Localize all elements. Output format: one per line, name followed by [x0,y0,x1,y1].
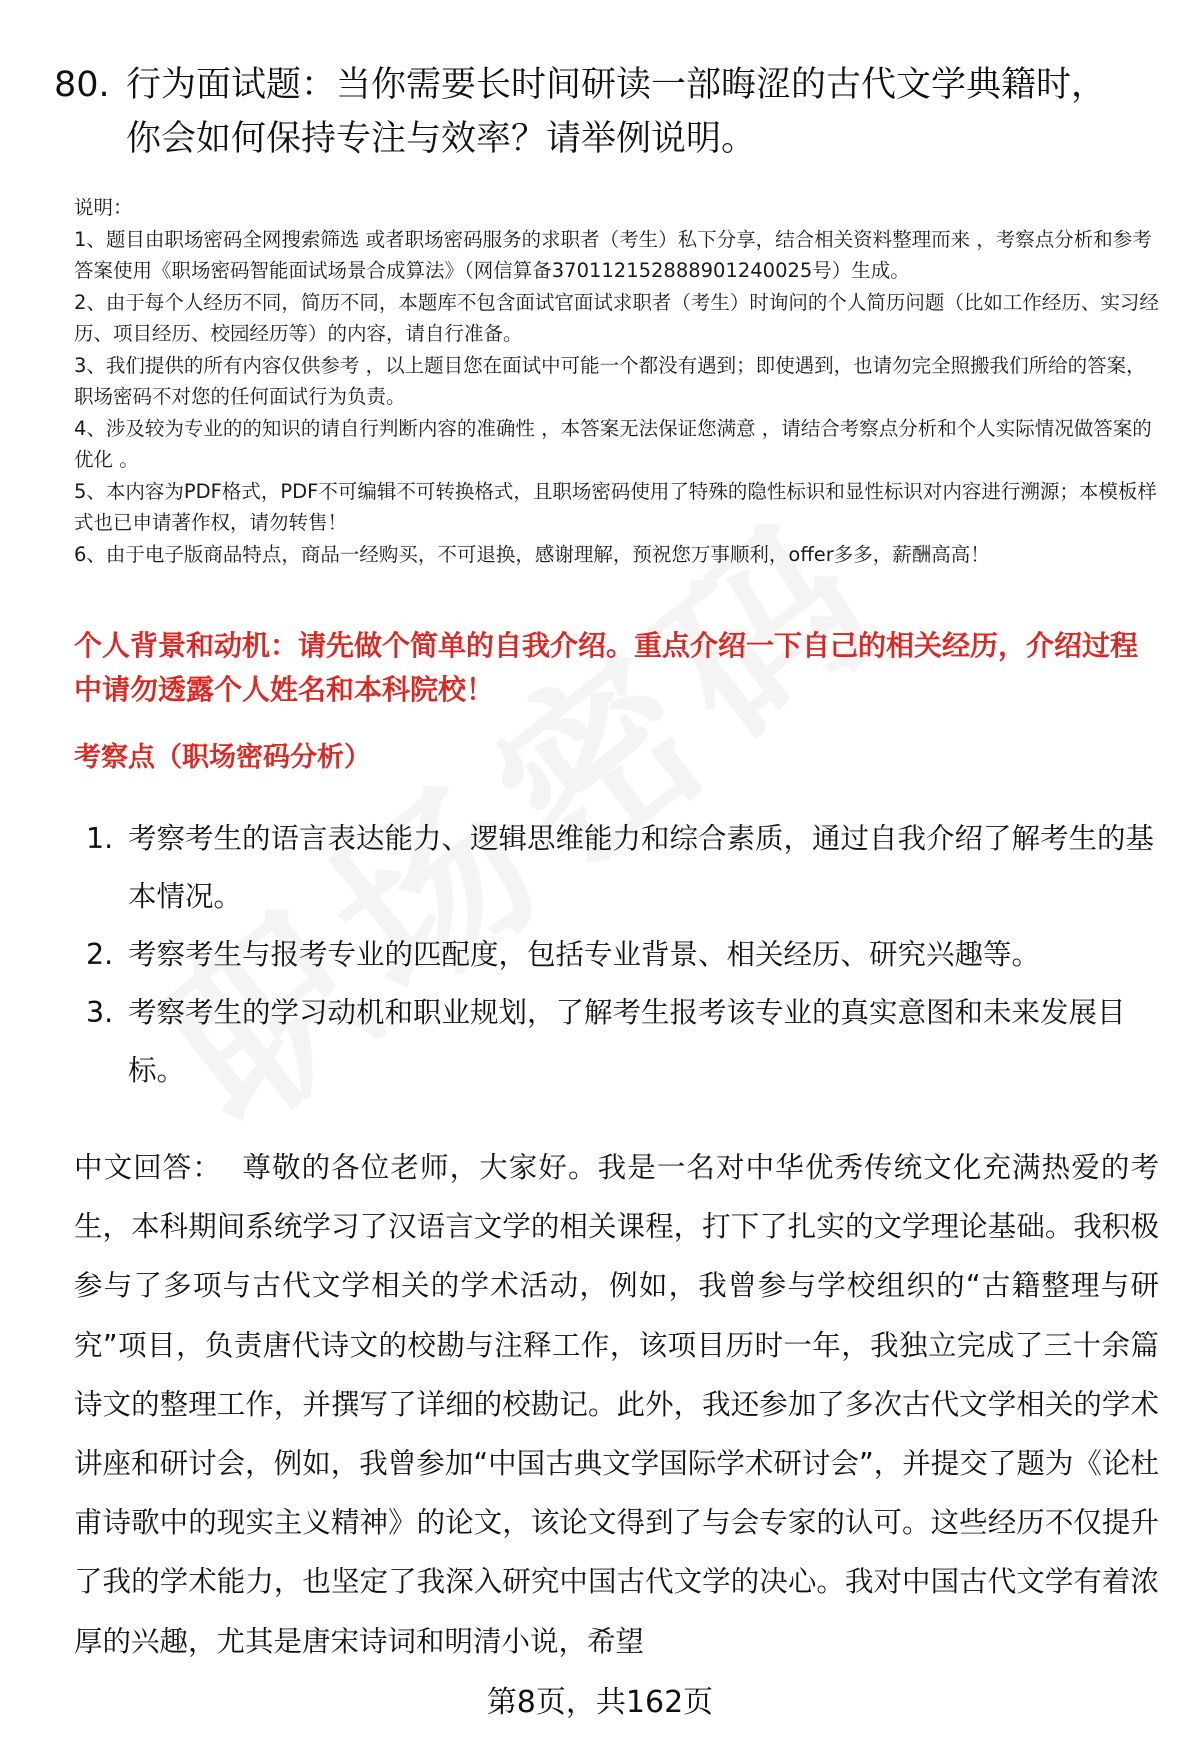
list-item [86,926,1156,984]
note-item: 1、题目由职场密码全网搜索筛选 或者职场密码服务的求职者（考生）私下分享，结合相关资料整理而来 ，考察点分析和参考答案使用《职场密码智能面试场景合成算法》（网信算备370112152888901240025号）生成。 [74,227,1152,282]
list-item-text: 考察考生的语言表达能力、逻辑思维能力和综合素质，通过自我介绍了解考生的基本情况。 [128,822,1155,913]
answer-paragraph [74,1138,1159,1671]
question-line-1: 行为面试题：当你需要长时间研读一部晦涩的古代文学典籍时， [126,65,1107,105]
list-item [86,984,1156,1100]
question-number: 80. [54,65,110,105]
list-item-text: 考察考生的学习动机和职业规划，了解考生报考该专业的真实意图和未来发展目标。 [128,996,1126,1087]
answer-label: 中文回答： [74,1151,223,1184]
list-item-number: 1. [86,822,114,855]
question-line-2: 你会如何保持专注与效率？请举例说明。 [126,119,757,159]
note-item: 6、由于电子版商品特点，商品一经购买，不可退换，感谢理解，预祝您万事顺利，offer多多，薪酬高高！ [74,542,990,566]
note-item: 5、本内容为PDF格式，PDF不可编辑不可转换格式，且职场密码使用了特殊的隐性标识和显性标识对内容进行溯源；本模板样式也已申请著作权，请勿转售！ [74,479,1157,534]
page-footer: 第8页，共162页 [486,1685,714,1720]
assessment-points-list [86,810,1156,1100]
note-item: 4、涉及较为专业的的知识的请自行判断内容的准确性 ，本答案无法保证您满意 ，请结合考察点分析和个人实际情况做答案的优化 。 [74,416,1152,471]
section-sub-heading: 考察点（职场密码分析） [74,742,371,773]
answer-text: 尊敬的各位老师，大家好。我是一名对中华优秀传统文化充满热爱的考生，本科期间系统学习了汉语言文学的相关课程，打下了扎实的文学理论基础。我积极参与了多项与古代文学相关的学术活动，例如，我曾参与学校组织的“古籍整理与研究”项目，负责唐代诗文的校勘与注释工作，该项目历时一年，我独立完成了三十余篇诗文的整理工作，并撰写了详细的校勘记。此外，我还参加了多次古代文学相关的学术讲座和研讨会，例如，我曾参加“中国古典文学国际学术研讨会”，并提交了题为《论杜甫诗歌中的现实主义精神》的论文，该论文得到了与会专家的认可。这些经历不仅提升了我的学术能力，也坚定了我深入研究中国古代文学的决心。我对中国古代文学有着浓厚的兴趣，尤其是唐宋诗词和明清小说，希望 [74,1151,1159,1658]
notes-block [74,192,1159,570]
list-item [86,810,1156,926]
list-item-number: 2. [86,938,114,971]
list-item-number: 3. [86,996,114,1029]
note-item: 2、由于每个人经历不同，简历不同，本题库不包含面试官面试求职者（考生）时询问的个人简历问题（比如工作经历、实习经历、项目经历、校园经历等）的内容，请自行准备。 [74,290,1159,345]
list-item-text: 考察考生与报考专业的匹配度，包括专业背景、相关经历、研究兴趣等。 [128,938,1041,971]
question-title [54,58,1154,166]
note-item: 3、我们提供的所有内容仅供参考 ，以上题目您在面试中可能一个都没有遇到；即使遇到，也请勿完全照搬我们所给的答案，职场密码不对您的任何面试行为负责。 [74,353,1146,408]
section-heading: 个人背景和动机：请先做个简单的自我介绍。重点介绍一下自己的相关经历，介绍过程中请勿透露个人姓名和本科院校！ [74,629,1139,706]
notes-heading: 说明： [74,196,133,219]
